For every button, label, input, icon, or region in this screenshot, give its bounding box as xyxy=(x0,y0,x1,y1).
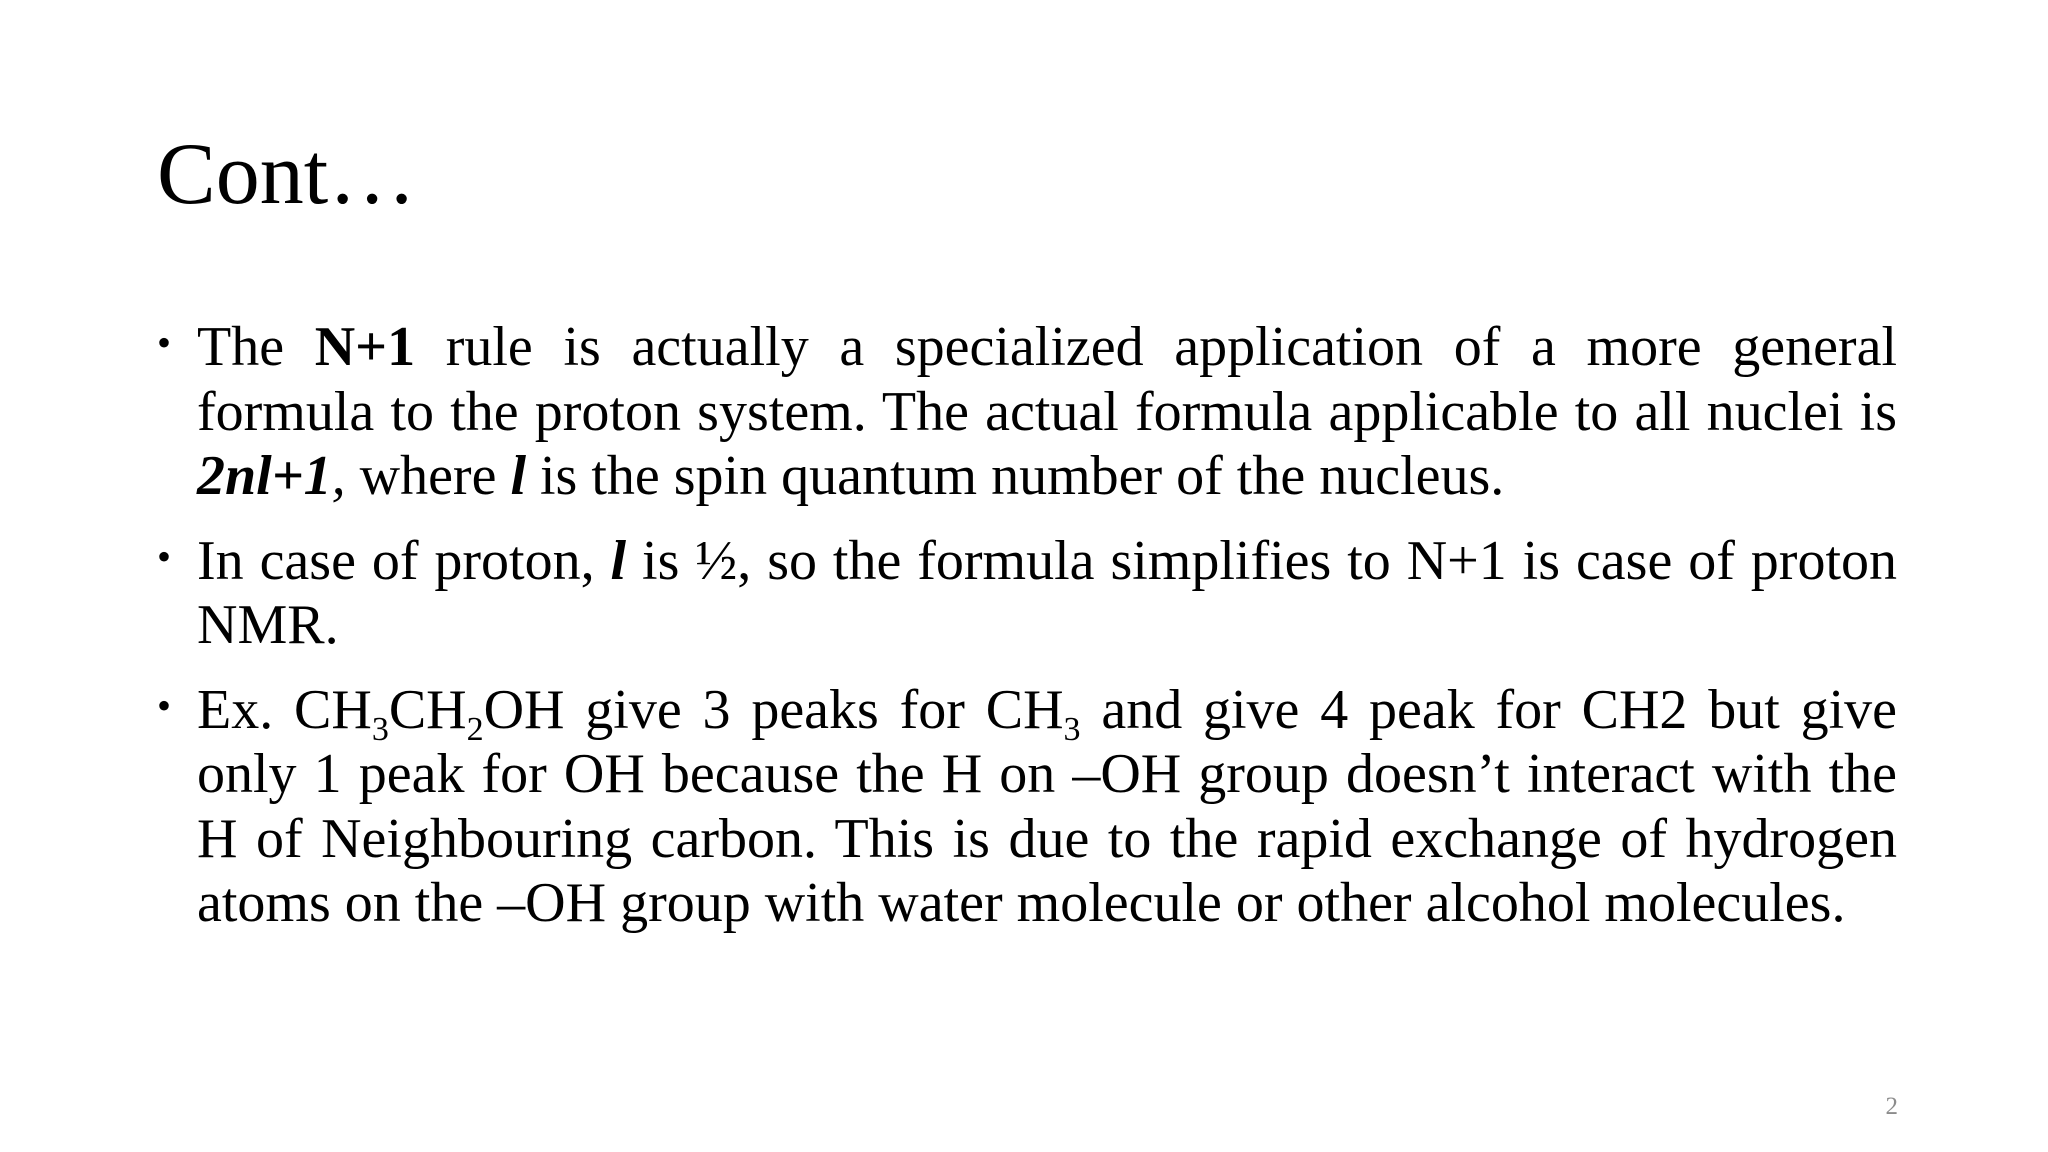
page-number: 2 xyxy=(1885,1093,1898,1120)
slide-title: Cont… xyxy=(157,126,417,223)
bullet-icon: • xyxy=(157,682,172,728)
subscript: 3 xyxy=(371,710,389,748)
bullet-item-proton-case xyxy=(157,529,1897,658)
formula-term: 2nl+1 xyxy=(197,445,332,507)
bold-term: N+1 xyxy=(314,316,416,378)
bullet-text: CH xyxy=(388,678,467,741)
bullet-text: is the spin quantum number of the nucleus. xyxy=(526,445,1505,507)
bullet-item-n-plus-1-rule xyxy=(157,315,1897,509)
bullet-text: Ex. CH xyxy=(197,678,372,741)
italic-punctuation: , xyxy=(331,445,346,507)
bullet-text: and give 4 peak for CH2 but give only 1 peak for OH because the H on –OH group doesn’t interact with the H of Neighbouring carbon. This is due to the rapid exchange of hydrogen atoms on the –OH group with water molecule or other alcohol molecules. xyxy=(197,678,1898,934)
bullet-icon: • xyxy=(157,320,172,365)
subscript: 2 xyxy=(466,710,484,748)
bullet-text: rule is actually a specialized application of a more general formula to the proton system. The actual formula applicable to all nuclei is xyxy=(197,316,1897,443)
bullet-item-ethanol-example xyxy=(157,678,1897,936)
bullet-list xyxy=(157,315,1897,936)
bullet-text: is ½, so the formula simplifies to N+1 is case of proton NMR. xyxy=(197,529,1897,656)
bullet-text: In case of proton, xyxy=(197,529,611,592)
bullet-text: where xyxy=(345,445,511,507)
symbol-l: l xyxy=(610,529,627,592)
bullet-icon: • xyxy=(157,533,172,579)
bullet-text: OH give 3 peaks for CH xyxy=(483,678,1064,741)
symbol-l: l xyxy=(510,445,526,507)
bullet-text: The xyxy=(197,316,315,378)
subscript: 3 xyxy=(1063,710,1081,748)
